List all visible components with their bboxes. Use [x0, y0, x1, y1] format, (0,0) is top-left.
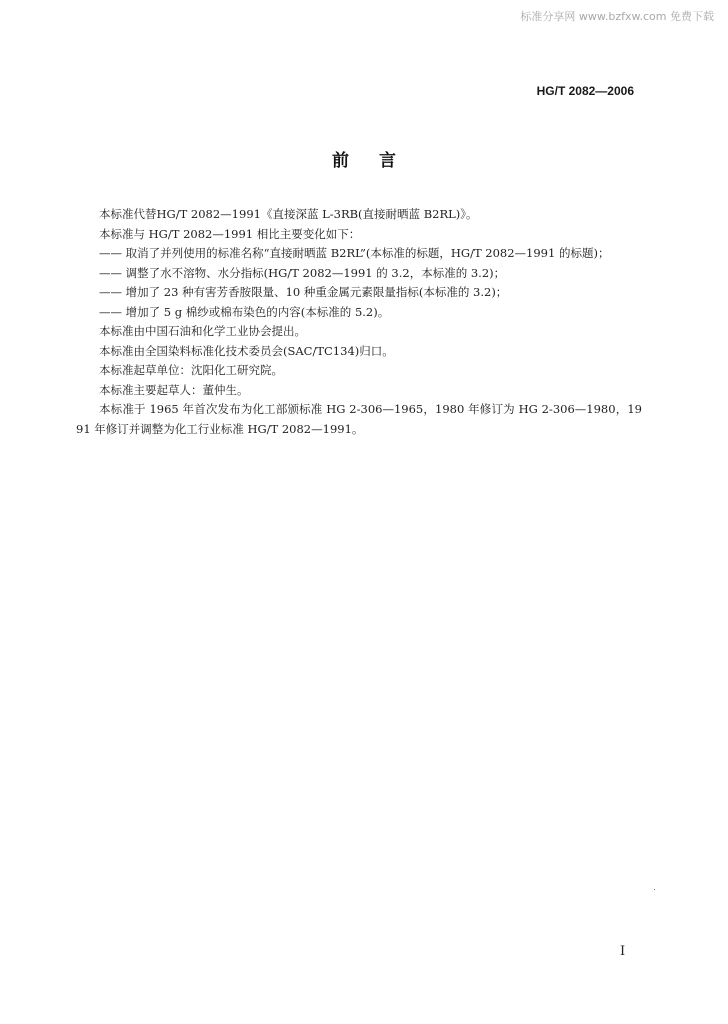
change-item-amines: —— 增加了 23 种有害芳香胺限量、10 种重金属元素限量指标(本标准的 3.2)； [99, 285, 508, 299]
scan-speck [654, 889, 655, 890]
change-item-insoluble: —— 调整了水不溶物、水分指标(HG/T 2082—1991 的 3.2，本标准的 3.2)； [99, 265, 506, 280]
paragraph-proposed-by: 本标准由中国石油和化学工业协会提出。 [99, 324, 306, 338]
page-number: I [620, 944, 626, 959]
change-item-dyeing: —— 增加了 5 g 棉纱或棉布染色的内容(本标准的 5.2)。 [99, 304, 390, 319]
paragraph-history: 本标准于 1965 年首次发布为化工部颁标准 HG 2-306—1965，1980 年修订为 HG 2-306—1980，1991 年修订并调整为化工行业标准 HG/T 2082—1991。 [76, 402, 642, 436]
paragraph-drafter: 本标准主要起草人：董仲生。 [99, 382, 249, 397]
page-title: 前言 [332, 151, 426, 171]
standard-code: HG/T 2082—2006 [536, 84, 634, 98]
paragraph-drafting-unit: 本标准起草单位：沈阳化工研究院。 [99, 363, 283, 377]
watermark-text: 标准分享网 www.bzfxw.com 免费下载 [520, 10, 714, 23]
foreword-body [76, 205, 642, 439]
paragraph-changes-intro: 本标准与 HG/T 2082—1991 相比主要变化如下： [99, 226, 361, 241]
paragraph-centralized-by: 本标准由全国染料标准化技术委员会(SAC/TC134)归口。 [99, 343, 394, 358]
change-item-title: —— 取消了并列使用的标准名称“直接耐晒蓝 B2RL”(本标准的标题，HG/T 2082—1991 的标题)； [99, 246, 610, 260]
paragraph-replaces: 本标准代替HG/T 2082—1991《直接深蓝 L-3RB(直接耐晒蓝 B2RL)》。 [99, 207, 478, 221]
